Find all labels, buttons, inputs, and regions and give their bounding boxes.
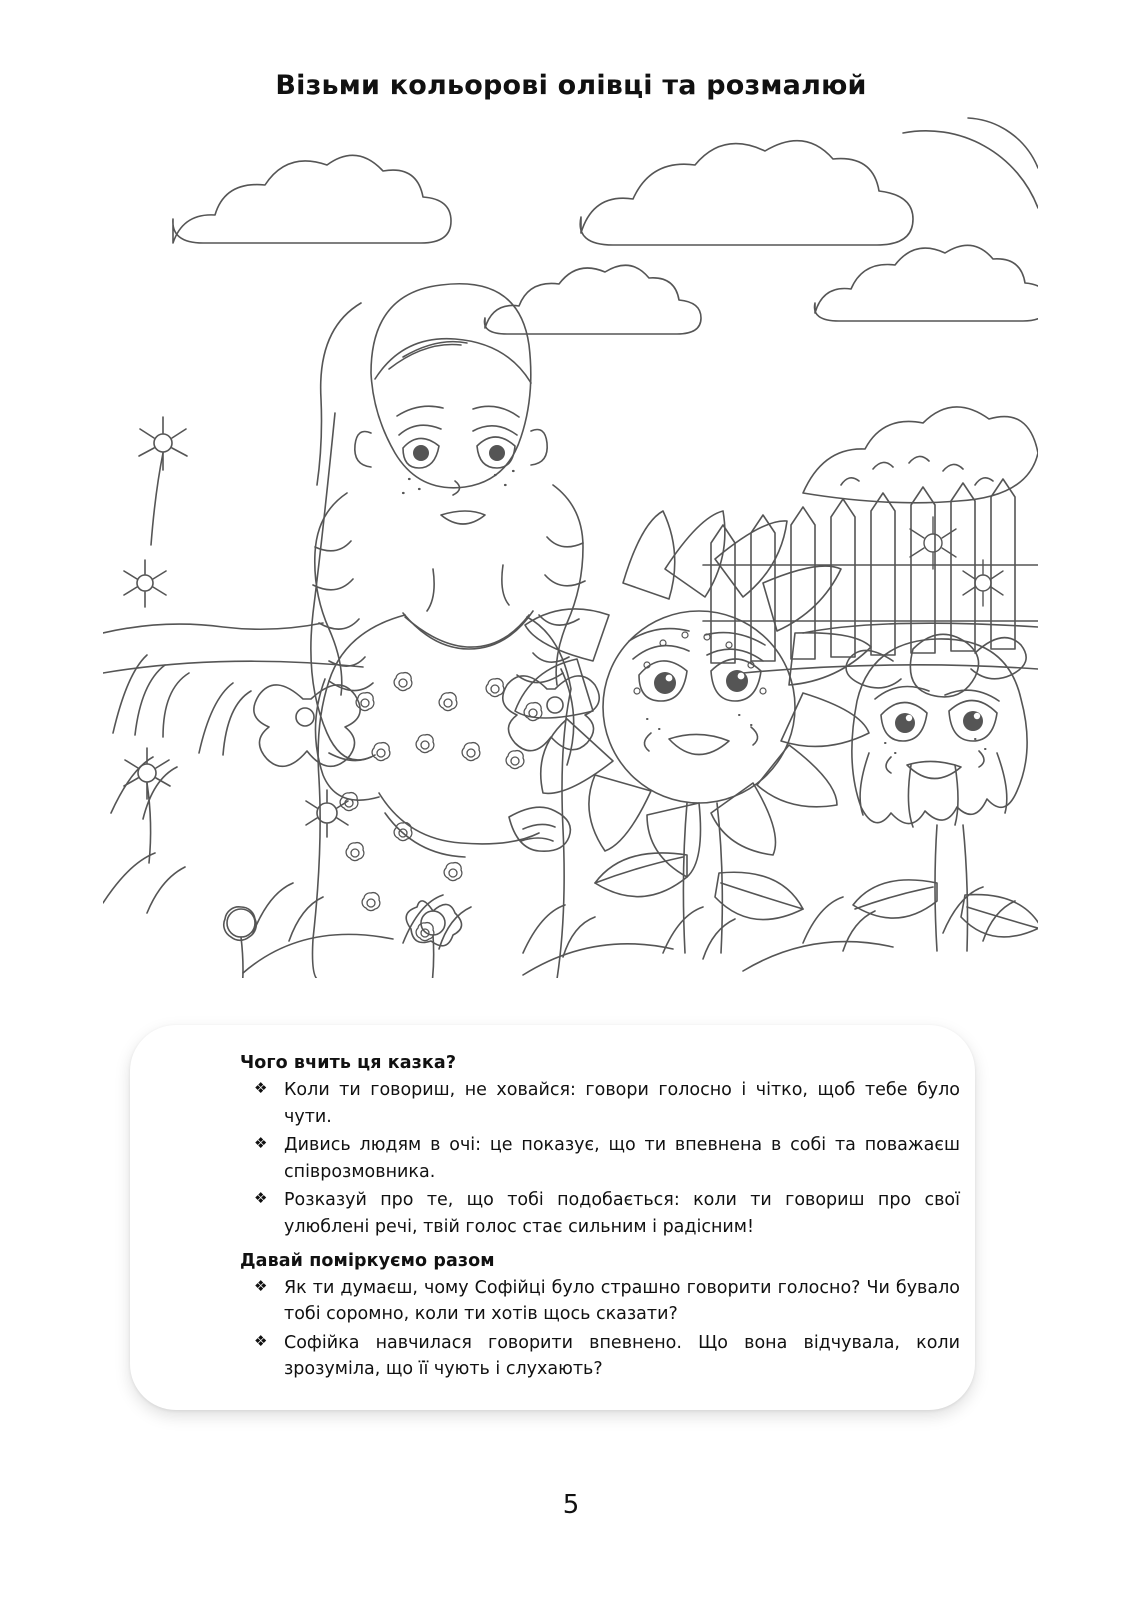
list-item-text: Як ти думаєш, чому Софійці було страшно говорити голосно? Чи бувало тобі соромно, коли ти хотів щось сказати? [284, 1277, 960, 1325]
list-item-text: Розказуй про те, що тобі подобається: коли ти говориш про свої улюблені речі, твій голос стає сильним і радісним! [284, 1190, 960, 1237]
discussion-bullet-list [240, 1275, 960, 1383]
bullet-icon: ❖ [254, 1134, 268, 1153]
list-item [240, 1077, 960, 1130]
list-item-text: Софійка навчилася говорити впевнено. Що вона відчувала, коли зрозуміла, що її чують і слухають? [284, 1332, 960, 1380]
page-title: Візьми кольорові олівці та розмалюй [275, 70, 867, 101]
bullet-icon: ❖ [254, 1189, 268, 1208]
list-item-text: Коли ти говориш, не ховайся: говори голосно і чітко, щоб тебе було чути. [284, 1080, 960, 1127]
list-item [240, 1275, 960, 1328]
lesson-bullet-list [240, 1077, 960, 1241]
bullet-icon: ❖ [254, 1331, 268, 1350]
section-heading-discussion: Давай поміркуємо разом [240, 1250, 495, 1271]
bullet-icon: ❖ [254, 1276, 268, 1295]
lesson-text-content [240, 1043, 960, 1385]
list-item [240, 1132, 960, 1185]
list-item [240, 1330, 960, 1383]
list-item-text: Дивись людям в очі: це показує, що ти впевнена в собі та поважаєш співрозмовника. [284, 1135, 960, 1182]
section-heading-lesson: Чого вчить ця казка? [240, 1053, 457, 1073]
page-number: 5 [562, 1490, 580, 1520]
list-item [240, 1187, 960, 1240]
lesson-text-card [130, 1025, 975, 1410]
illustration-coloring-image [103, 113, 1038, 978]
bullet-icon: ❖ [254, 1079, 268, 1097]
